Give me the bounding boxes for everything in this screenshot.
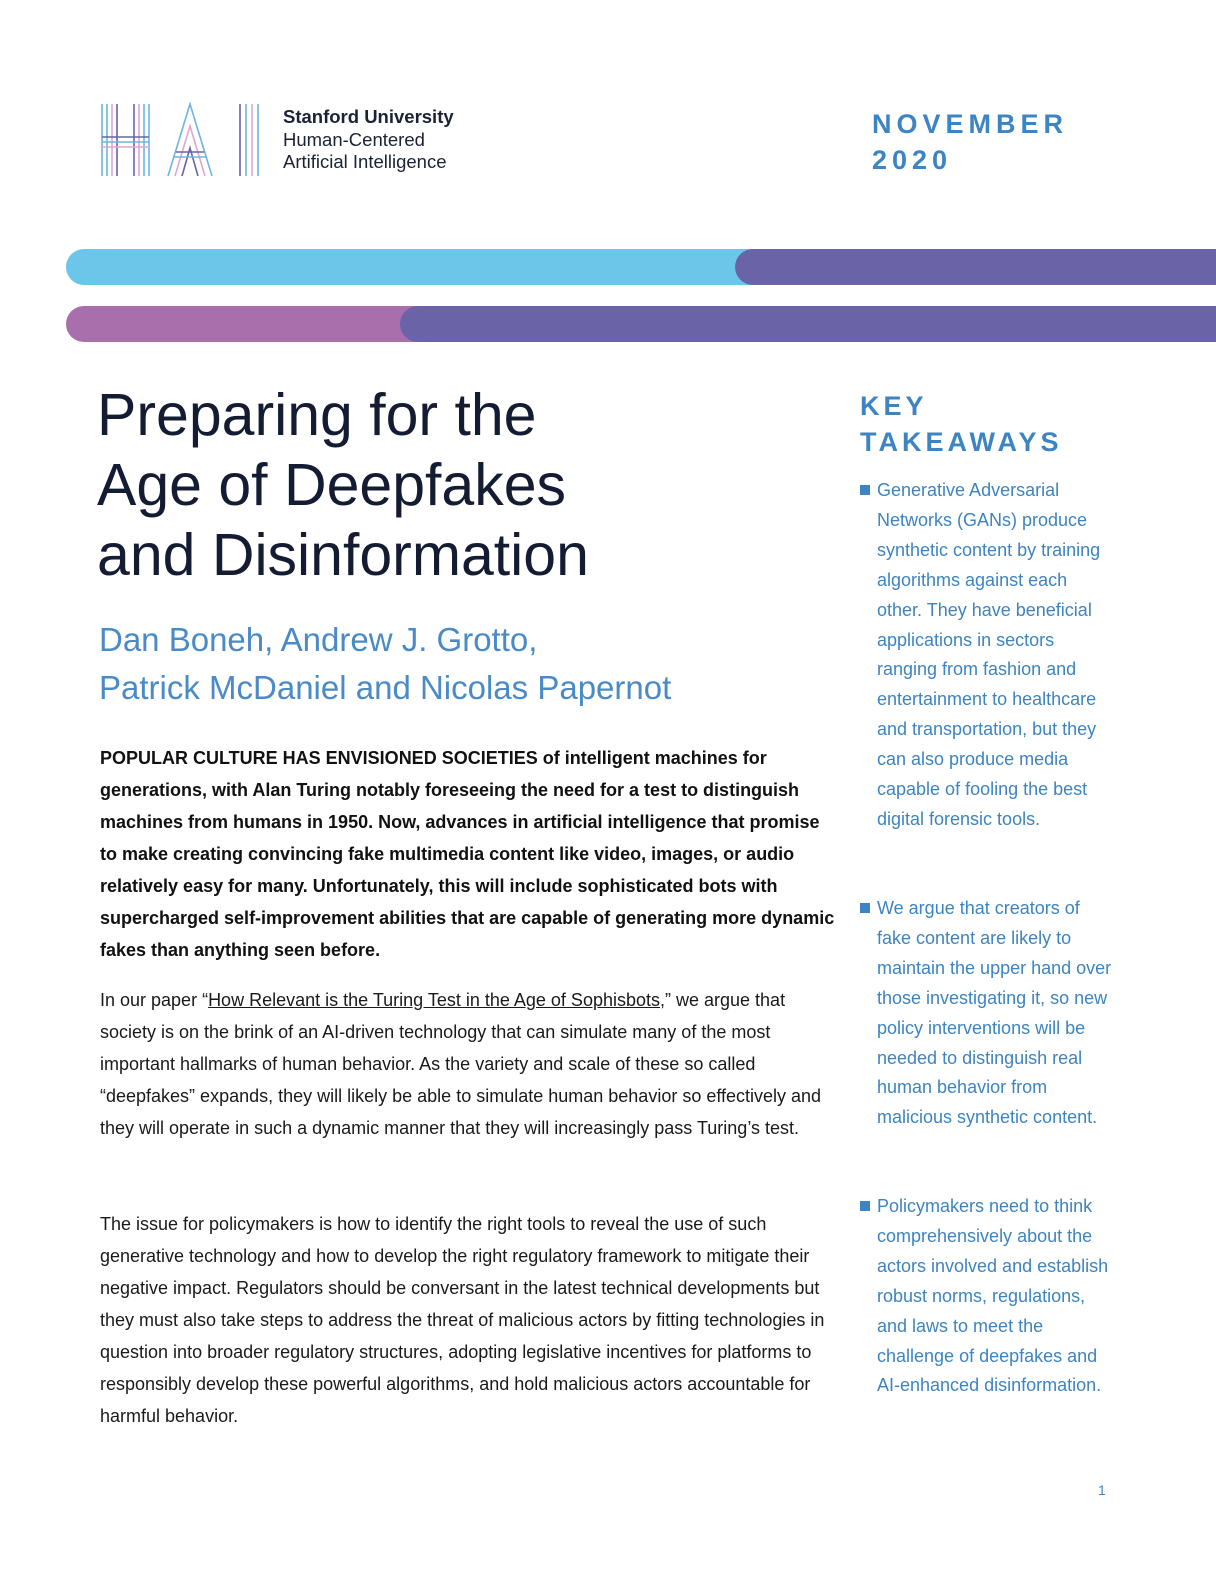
title-line-1: Preparing for the (97, 382, 537, 448)
paper-link[interactable]: How Relevant is the Turing Test in the Age of Sophisbots (208, 990, 660, 1010)
body-paragraph-2: The issue for policymakers is how to identify the right tools to reveal the use of such generative technology and how to develop the right regulatory framework to mitigate their negative impact. Regulators should be conversant in the latest technical developments but they must also take steps to address the threat of malicious actors by fitting technologies in question into broader regulatory structures, adopting legislative incentives for platforms to responsibly develop these powerful algorithms, and hold malicious actors accountable for harmful behavior. (100, 1214, 825, 1426)
kt-heading-line-1: KEY (860, 391, 928, 421)
lead-text: of intelligent machines for generations, with Alan Turing notably foreseeing the need for a test to distinguish machines from humans in 1950. Now, advances in artificial intelligence that promise to make creating convincing fake multimedia content like video, images, or audio relatively easy for many. Unfortunately, this will include sophisticated bots with supercharged self-improvement abilities that are capable of generating more dynamic fakes than anything seen before. (100, 748, 835, 960)
title-line-2: Age of Deepfakes (97, 452, 567, 518)
authors-line-2: Patrick McDaniel and Nicolas Papernot (99, 669, 672, 706)
lead-caps: POPULAR CULTURE HAS ENVISIONED SOCIETIES (100, 748, 538, 768)
key-takeaway-2 (860, 894, 1120, 1133)
date-month: NOVEMBER (872, 109, 1069, 139)
square-bullet-icon (860, 1201, 870, 1211)
institute-line-2: Artificial Intelligence (283, 151, 447, 172)
hai-logo (100, 102, 265, 178)
key-takeaway-text: Generative Adversarial Networks (GANs) produce synthetic content by training algorithms against each other. They have beneficial applications in sectors ranging from fashion and entertainment to healthcare and transportation, but they can also produce media capable of fooling the best digital forensic tools. (877, 480, 1101, 829)
key-takeaway-1 (860, 476, 1120, 835)
square-bullet-icon (860, 485, 870, 495)
p1-after: ,” we argue that society is on the brink of an AI-driven technology that can simulate many of the most important hallmarks of human behavior. As the variety and scale of these so called “deepfakes” expands, they will likely be able to simulate human behavior so effectively and they will operate in such a dynamic manner that they will increasingly pass Turing’s test. (100, 990, 822, 1138)
square-bullet-icon (860, 903, 870, 913)
key-takeaway-3 (860, 1192, 1120, 1401)
page-number: 1 (1098, 1482, 1106, 1498)
decorative-bar-purple-top (735, 249, 1216, 285)
lead-paragraph (100, 742, 835, 966)
org-name (283, 106, 454, 174)
hai-logo-mark (100, 102, 265, 178)
key-takeaway-text: Policymakers need to think comprehensively about the actors involved and establish robust norms, regulations, and laws to meet the challenge of deepfakes and AI-enhanced disinformation. (877, 1196, 1109, 1396)
decorative-bar-cyan (66, 249, 786, 285)
title-line-3: and Disinformation (97, 522, 589, 588)
authors-line-1: Dan Boneh, Andrew J. Grotto, (99, 621, 538, 658)
decorative-bar-pink (66, 306, 456, 342)
decorative-bar-purple-bottom (400, 306, 1216, 342)
publication-date (872, 106, 1068, 178)
body-paragraph-1 (100, 984, 835, 1144)
university-name: Stanford University (283, 106, 454, 127)
authors (99, 616, 671, 712)
p1-before: In our paper “ (100, 990, 209, 1010)
page-title (97, 380, 589, 590)
institute-line-1: Human-Centered (283, 128, 425, 150)
kt-heading-line-2: TAKEAWAYS (860, 427, 1063, 457)
key-takeaway-text: We argue that creators of fake content are likely to maintain the upper hand over those investigating it, so new policy interventions will be needed to distinguish real human behavior from malicious synthetic content. (877, 898, 1112, 1128)
key-takeaways-heading (860, 388, 1063, 460)
date-year: 2020 (872, 145, 953, 175)
